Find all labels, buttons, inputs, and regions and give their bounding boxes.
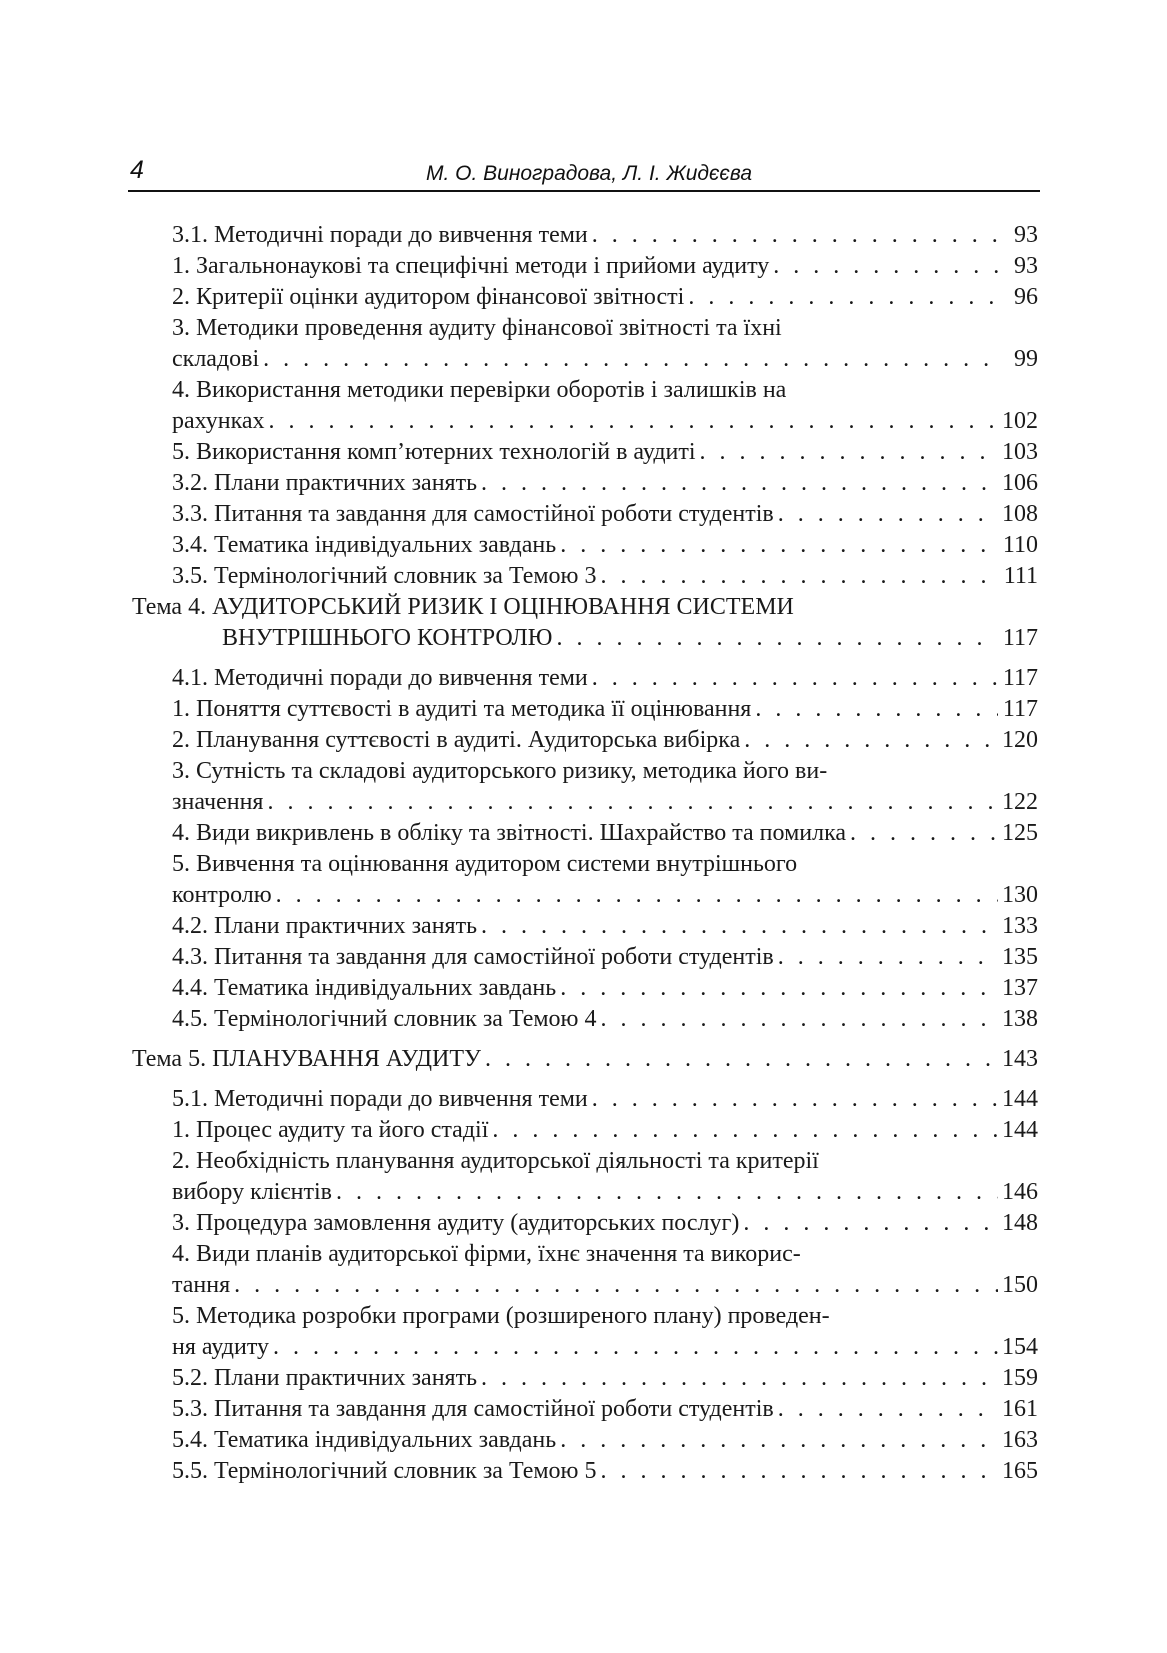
toc-entry-row	[172, 880, 1038, 911]
dot-leader	[263, 787, 998, 818]
toc-entry[interactable]	[172, 437, 1038, 468]
toc-entry[interactable]	[172, 1394, 1038, 1425]
toc-entry-title: 4.1. Методичні поради до вивчення теми	[172, 665, 588, 691]
toc-entry-title-line: 3. Методики проведення аудиту фінансової звітності та їхні	[172, 315, 782, 341]
toc-entry-title-line: 4. Використання методики перевірки оборотів і залишків на	[172, 377, 787, 403]
toc-entry[interactable]	[172, 973, 1038, 1004]
toc-entry-title: ВНУТРІШНЬОГО КОНТРОЛЮ	[222, 625, 553, 651]
toc-entry-title: 2. Критерії оцінки аудитором фінансової звітності	[172, 284, 685, 310]
toc-entry-title: 5.2. Плани практичних занять	[172, 1365, 478, 1391]
toc-entry-row	[172, 725, 1038, 756]
toc-entry-title-line: Тема 4. АУДИТОРСЬКИЙ РИЗИК І ОЦІНЮВАННЯ СИСТЕМИ	[132, 594, 794, 620]
toc-page-number: 99	[1014, 346, 1038, 372]
toc-entry[interactable]	[172, 1363, 1038, 1394]
dot-leader	[556, 1425, 998, 1456]
toc-entry-title: 3.4. Тематика індивідуальних завдань	[172, 532, 557, 558]
dot-leader	[769, 251, 998, 282]
toc-page-number: 137	[1002, 975, 1038, 1001]
toc-entry-title: 4. Види викривлень в обліку та звітності. Шахрайство та помилка	[172, 820, 847, 846]
dot-leader	[481, 1044, 998, 1075]
toc-entry[interactable]	[172, 1115, 1038, 1146]
toc-entry-title: Тема 5. ПЛАНУВАННЯ АУДИТУ	[132, 1046, 481, 1072]
dot-leader	[740, 725, 998, 756]
toc-entry[interactable]	[172, 942, 1038, 973]
toc-entry-title: рахунках	[172, 408, 265, 434]
toc-entry[interactable]	[172, 468, 1038, 499]
toc-entry-title: контролю	[172, 882, 272, 908]
toc-entry-row	[172, 1332, 1038, 1363]
toc-entry-title: 1. Загальнонаукові та специфічні методи і прийоми аудиту	[172, 253, 770, 279]
toc-page-number: 93	[1014, 253, 1038, 279]
toc-entry-row	[172, 663, 1038, 694]
running-header-authors: М. О. Виноградова, Л. І. Жидєєва	[425, 162, 753, 185]
dot-leader	[552, 623, 998, 654]
dot-leader	[774, 942, 998, 973]
page-number: 4	[130, 156, 144, 184]
dot-leader	[739, 1208, 998, 1239]
toc-entry-row	[172, 787, 1038, 818]
toc-page-number: 93	[1014, 222, 1038, 248]
toc-entry-title: 4.5. Термінологічний словник за Темою 4	[172, 1006, 597, 1032]
toc-entry-row	[172, 530, 1038, 561]
toc-entry-row	[172, 942, 1038, 973]
toc-entry[interactable]	[172, 818, 1038, 849]
toc-entry-row	[132, 623, 1038, 654]
toc-page-number: 106	[1002, 470, 1038, 496]
dot-leader	[588, 220, 998, 251]
toc-entry[interactable]	[172, 1208, 1038, 1239]
toc-page-number: 96	[1014, 284, 1038, 310]
toc-entry-title-line: 5. Вивчення та оцінювання аудитором системи внутрішнього	[172, 851, 798, 877]
toc-entry-row	[172, 561, 1038, 592]
toc-entry-title: 3.2. Плани практичних занять	[172, 470, 478, 496]
toc-entry[interactable]	[172, 1425, 1038, 1456]
toc-page-number: 122	[1002, 789, 1038, 815]
toc-entry-title: 4.2. Плани практичних занять	[172, 913, 478, 939]
toc-entry[interactable]	[172, 1004, 1038, 1035]
toc-entry-row	[172, 468, 1038, 499]
toc-entry-title: вибору клієнтів	[172, 1179, 333, 1205]
toc-page-number: 148	[1002, 1210, 1038, 1236]
dot-leader	[684, 282, 998, 313]
toc-page-number: 138	[1002, 1006, 1038, 1032]
dot-leader	[774, 1394, 998, 1425]
toc-entry-title: значення	[172, 789, 264, 815]
toc-entry[interactable]	[172, 663, 1038, 694]
toc-entry[interactable]	[132, 592, 1038, 654]
dot-leader	[774, 499, 998, 530]
dot-leader	[596, 1456, 998, 1487]
dot-leader	[269, 1332, 998, 1363]
toc-entry-title-line: 2. Необхідність планування аудиторської діяльності та критерії	[172, 1148, 819, 1174]
dot-leader	[596, 561, 998, 592]
toc-page-number: 159	[1002, 1365, 1038, 1391]
toc-entry-row	[172, 694, 1038, 725]
dot-leader	[556, 530, 998, 561]
toc-entry-row	[172, 1004, 1038, 1035]
toc-page-number: 125	[1002, 820, 1038, 846]
toc-page-number: 117	[1002, 696, 1038, 722]
toc-entry-row	[172, 1270, 1038, 1301]
toc-page-number: 135	[1002, 944, 1038, 970]
dot-leader	[265, 406, 998, 437]
toc-page-number: 150	[1002, 1272, 1038, 1298]
toc-entry[interactable]	[172, 694, 1038, 725]
toc-entry-row	[172, 282, 1038, 313]
toc-entry-row	[172, 1084, 1038, 1115]
toc-page-number: 120	[1002, 727, 1038, 753]
toc-entry[interactable]	[172, 530, 1038, 561]
dot-leader	[259, 344, 998, 375]
toc-entry-row	[172, 499, 1038, 530]
toc-entry-row	[172, 1456, 1038, 1487]
toc-entry-title: 4.4. Тематика індивідуальних завдань	[172, 975, 557, 1001]
toc-page-number: 161	[1002, 1396, 1038, 1422]
toc-entry-title-line: 4. Види планів аудиторської фірми, їхнє значення та викорис-	[172, 1241, 801, 1267]
dot-leader	[477, 468, 998, 499]
toc-entry[interactable]	[172, 1456, 1038, 1487]
toc-entry-title: 5.5. Термінологічний словник за Темою 5	[172, 1458, 597, 1484]
toc-entry-title: 1. Процес аудиту та його стадії	[172, 1117, 489, 1143]
toc-entry-row	[132, 1044, 1038, 1075]
toc-entry-title: 5.1. Методичні поради до вивчення теми	[172, 1086, 588, 1112]
toc-entry-row	[172, 1115, 1038, 1146]
toc-entry-title: 5.4. Тематика індивідуальних завдань	[172, 1427, 557, 1453]
dot-leader	[696, 437, 998, 468]
dot-leader	[272, 880, 998, 911]
toc-entry-title-line: 3. Сутність та складові аудиторського ризику, методика його ви-	[172, 758, 828, 784]
toc-entry[interactable]	[172, 499, 1038, 530]
dot-leader	[751, 694, 998, 725]
toc-entry[interactable]	[172, 251, 1038, 282]
toc-entry-title: 3.5. Термінологічний словник за Темою 3	[172, 563, 597, 589]
toc-entry[interactable]	[172, 375, 1038, 437]
toc-entry-row	[172, 818, 1038, 849]
dot-leader	[477, 1363, 998, 1394]
dot-leader	[596, 1004, 998, 1035]
toc-entry-title: 5. Використання комп’ютерних технологій в аудиті	[172, 439, 696, 465]
toc-entry[interactable]	[172, 561, 1038, 592]
toc-page-number: 165	[1002, 1458, 1038, 1484]
toc-page-number: 144	[1002, 1086, 1038, 1112]
toc-entry[interactable]	[172, 1084, 1038, 1115]
toc-entry-title: 1. Поняття суттєвості в аудиті та методика її оцінювання	[172, 696, 752, 722]
toc-entry-row	[172, 406, 1038, 437]
toc-page-number: 117	[1002, 665, 1038, 691]
toc-entry[interactable]	[172, 911, 1038, 942]
toc-entry[interactable]	[172, 220, 1038, 251]
toc-entry-title: 2. Планування суттєвості в аудиті. Аудиторська вибірка	[172, 727, 741, 753]
toc-entry-title: ня аудиту	[172, 1334, 270, 1360]
toc-page-number: 133	[1002, 913, 1038, 939]
toc-page-number: 110	[1002, 532, 1038, 558]
toc-entry[interactable]	[172, 313, 1038, 375]
toc-entry[interactable]	[172, 1301, 1038, 1363]
toc-page-number: 144	[1002, 1117, 1038, 1143]
toc-entry-title: тання	[172, 1272, 231, 1298]
dot-leader	[588, 1084, 998, 1115]
toc-page-number: 102	[1002, 408, 1038, 434]
toc-entry-row	[172, 1177, 1038, 1208]
toc-entry-row	[172, 973, 1038, 1004]
dot-leader	[477, 911, 998, 942]
toc-entry[interactable]	[172, 756, 1038, 818]
toc-entry-title: складові	[172, 346, 260, 372]
toc-entry[interactable]	[172, 849, 1038, 911]
toc-page-number: 111	[1003, 563, 1038, 589]
toc-entry-row	[172, 344, 1038, 375]
toc-page-number: 130	[1002, 882, 1038, 908]
toc-page-number: 143	[1002, 1046, 1038, 1072]
toc-page-number: 154	[1002, 1334, 1038, 1360]
toc-entry-title-line: 5. Методика розробки програми (розширеного плану) проведен-	[172, 1303, 830, 1329]
toc-entry-row	[172, 1208, 1038, 1239]
toc-entry-title: 5.3. Питання та завдання для самостійної роботи студентів	[172, 1396, 774, 1422]
toc-entry-row	[172, 1394, 1038, 1425]
table-of-contents	[132, 220, 1038, 1487]
toc-entry[interactable]	[172, 1146, 1038, 1208]
dot-leader	[588, 663, 998, 694]
toc-page-number: 163	[1002, 1427, 1038, 1453]
toc-entry-row	[172, 437, 1038, 468]
dot-leader	[332, 1177, 998, 1208]
toc-entry[interactable]	[172, 1239, 1038, 1301]
page-header	[128, 150, 1040, 192]
dot-leader	[556, 973, 998, 1004]
toc-entry-title: 3.3. Питання та завдання для самостійної роботи студентів	[172, 501, 774, 527]
dot-leader	[488, 1115, 998, 1146]
toc-page-number: 108	[1002, 501, 1038, 527]
toc-entry-row	[172, 1363, 1038, 1394]
toc-page-number: 117	[1002, 625, 1038, 651]
toc-entry[interactable]	[172, 282, 1038, 313]
toc-entry-title: 3.1. Методичні поради до вивчення теми	[172, 222, 588, 248]
toc-entry-title: 3. Процедура замовлення аудиту (аудиторських послуг)	[172, 1210, 740, 1236]
toc-entry[interactable]	[172, 725, 1038, 756]
toc-page-number: 103	[1002, 439, 1038, 465]
dot-leader	[230, 1270, 998, 1301]
toc-entry-title: 4.3. Питання та завдання для самостійної роботи студентів	[172, 944, 774, 970]
toc-entry-row	[172, 251, 1038, 282]
toc-entry-row	[172, 1425, 1038, 1456]
toc-entry[interactable]	[132, 1044, 1038, 1075]
toc-page-number: 146	[1002, 1179, 1038, 1205]
toc-entry-row	[172, 220, 1038, 251]
toc-entry-row	[172, 911, 1038, 942]
dot-leader	[846, 818, 998, 849]
